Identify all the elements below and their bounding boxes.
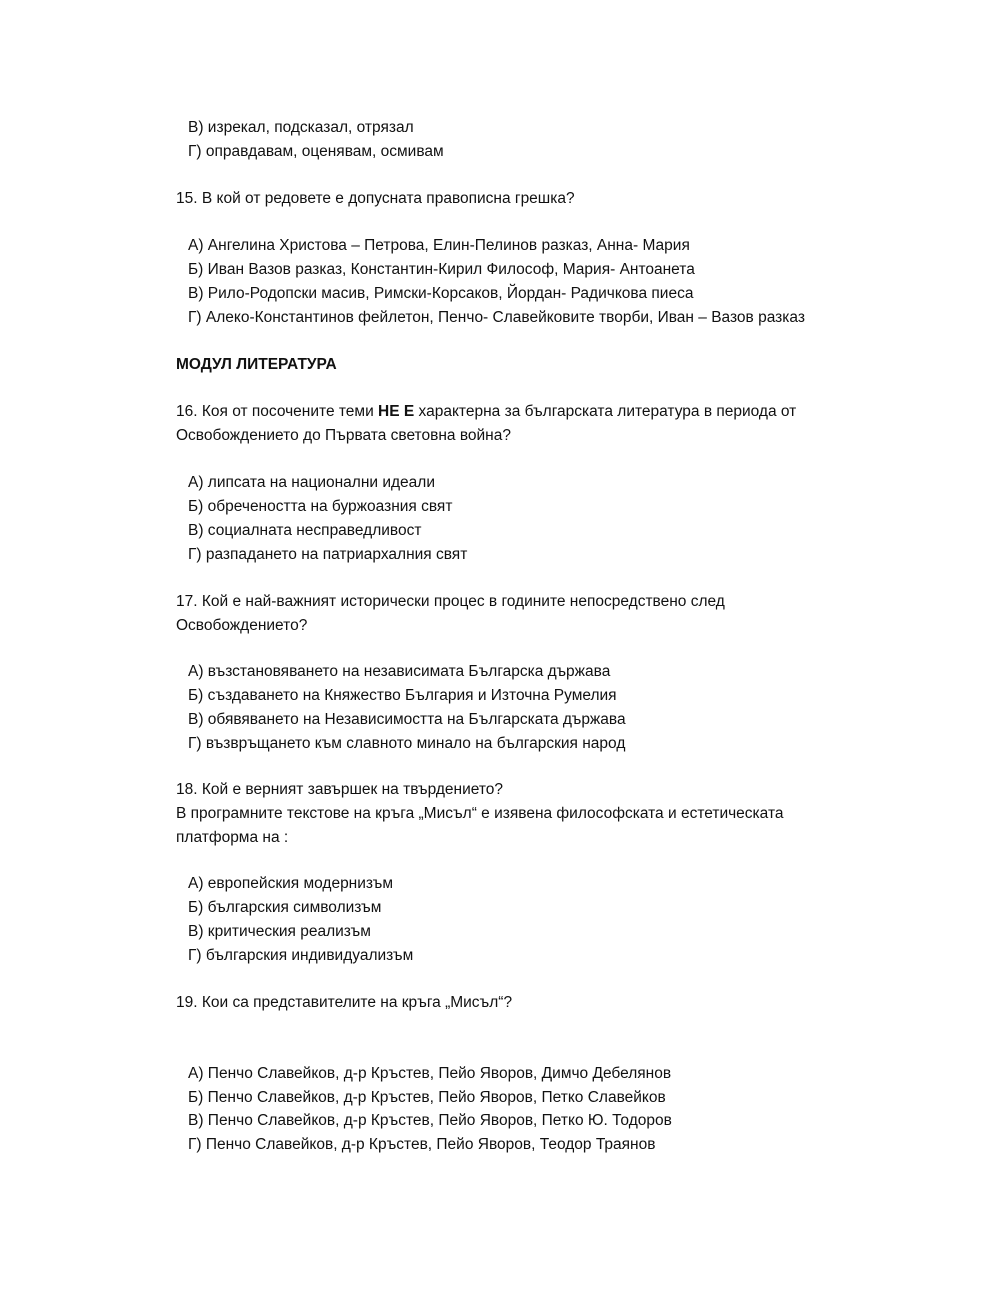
q16-option-v: В) социалната несправедливост <box>188 522 422 539</box>
q16-option-a: А) липсата на национални идеали <box>188 474 436 491</box>
question-16-line2: Освобождението до Първата световна война? <box>176 427 511 444</box>
q17-option-b: Б) създаването на Княжество България и Източна Румелия <box>188 687 617 704</box>
q18-option-a: А) европейския модернизъм <box>188 875 394 892</box>
q18-option-v: В) критическия реализъм <box>188 923 371 940</box>
q18-option-b: Б) българския символизъм <box>188 899 382 916</box>
q16-option-b: Б) обречеността на буржоазния свят <box>188 498 453 515</box>
q15-option-g: Г) Алеко-Константинов фейлетон, Пенчо- Славейковите творби, Иван – Вазов разказ <box>188 309 805 326</box>
q19-option-a: А) Пенчо Славейков, д-р Кръстев, Пейо Яворов, Димчо Дебелянов <box>188 1065 672 1082</box>
q16-text-pre: 16. Коя от посочените теми <box>176 403 379 420</box>
q19-option-b: Б) Пенчо Славейков, д-р Кръстев, Пейо Яворов, Петко Славейков <box>188 1089 666 1106</box>
q16-option-g: Г) разпадането на патриархалния свят <box>188 546 468 563</box>
q17-option-v: В) обявяването на Независимостта на Българската държава <box>188 711 626 728</box>
q15-option-b: Б) Иван Вазов разказ, Константин-Кирил Философ, Мария- Антоанета <box>188 261 695 278</box>
q15-option-v: В) Рило-Родопски масив, Римски-Корсаков, Йордан- Радичкова пиеса <box>188 285 694 302</box>
prev-option-v: В) изрекал, подсказал, отрязал <box>188 119 414 136</box>
q19-option-v: В) Пенчо Славейков, д-р Кръстев, Пейо Яворов, Петко Ю. Тодоров <box>188 1112 672 1129</box>
q16-emphasis: НЕ Е <box>378 403 415 420</box>
question-18-line3: платформа на : <box>176 829 289 846</box>
q17-option-a: А) възстановяването на независимата Българска държава <box>188 663 611 680</box>
prev-option-g: Г) оправдавам, оценявам, осмивам <box>188 143 444 160</box>
question-18: 18. Кой е верният завършек на твърдението? <box>176 781 504 798</box>
question-15: 15. В кой от редовете е допусната правописна грешка? <box>176 190 575 207</box>
module-heading: МОДУЛ ЛИТЕРАТУРА <box>176 356 337 373</box>
q17-option-g: Г) възвръщането към славното минало на българския народ <box>188 735 626 752</box>
q18-option-g: Г) българския индивидуализъм <box>188 947 414 964</box>
question-18-line2: В програмните текстове на кръга „Мисъл“ е изявена философската и естетическата <box>176 805 784 822</box>
question-17-line2: Освобождението? <box>176 617 308 634</box>
question-16 <box>176 402 796 422</box>
q19-option-g: Г) Пенчо Славейков, д-р Кръстев, Пейо Яворов, Теодор Траянов <box>188 1136 656 1153</box>
q15-option-a: А) Ангелина Христова – Петрова, Елин-Пелинов разказ, Анна- Мария <box>188 237 690 254</box>
question-19: 19. Кои са представителите на кръга „Мисъл“? <box>176 994 513 1011</box>
question-17: 17. Кой е най-важният исторически процес в годините непосредствено след <box>176 593 725 610</box>
q16-text-post: характерна за българската литература в периода от <box>414 403 797 420</box>
